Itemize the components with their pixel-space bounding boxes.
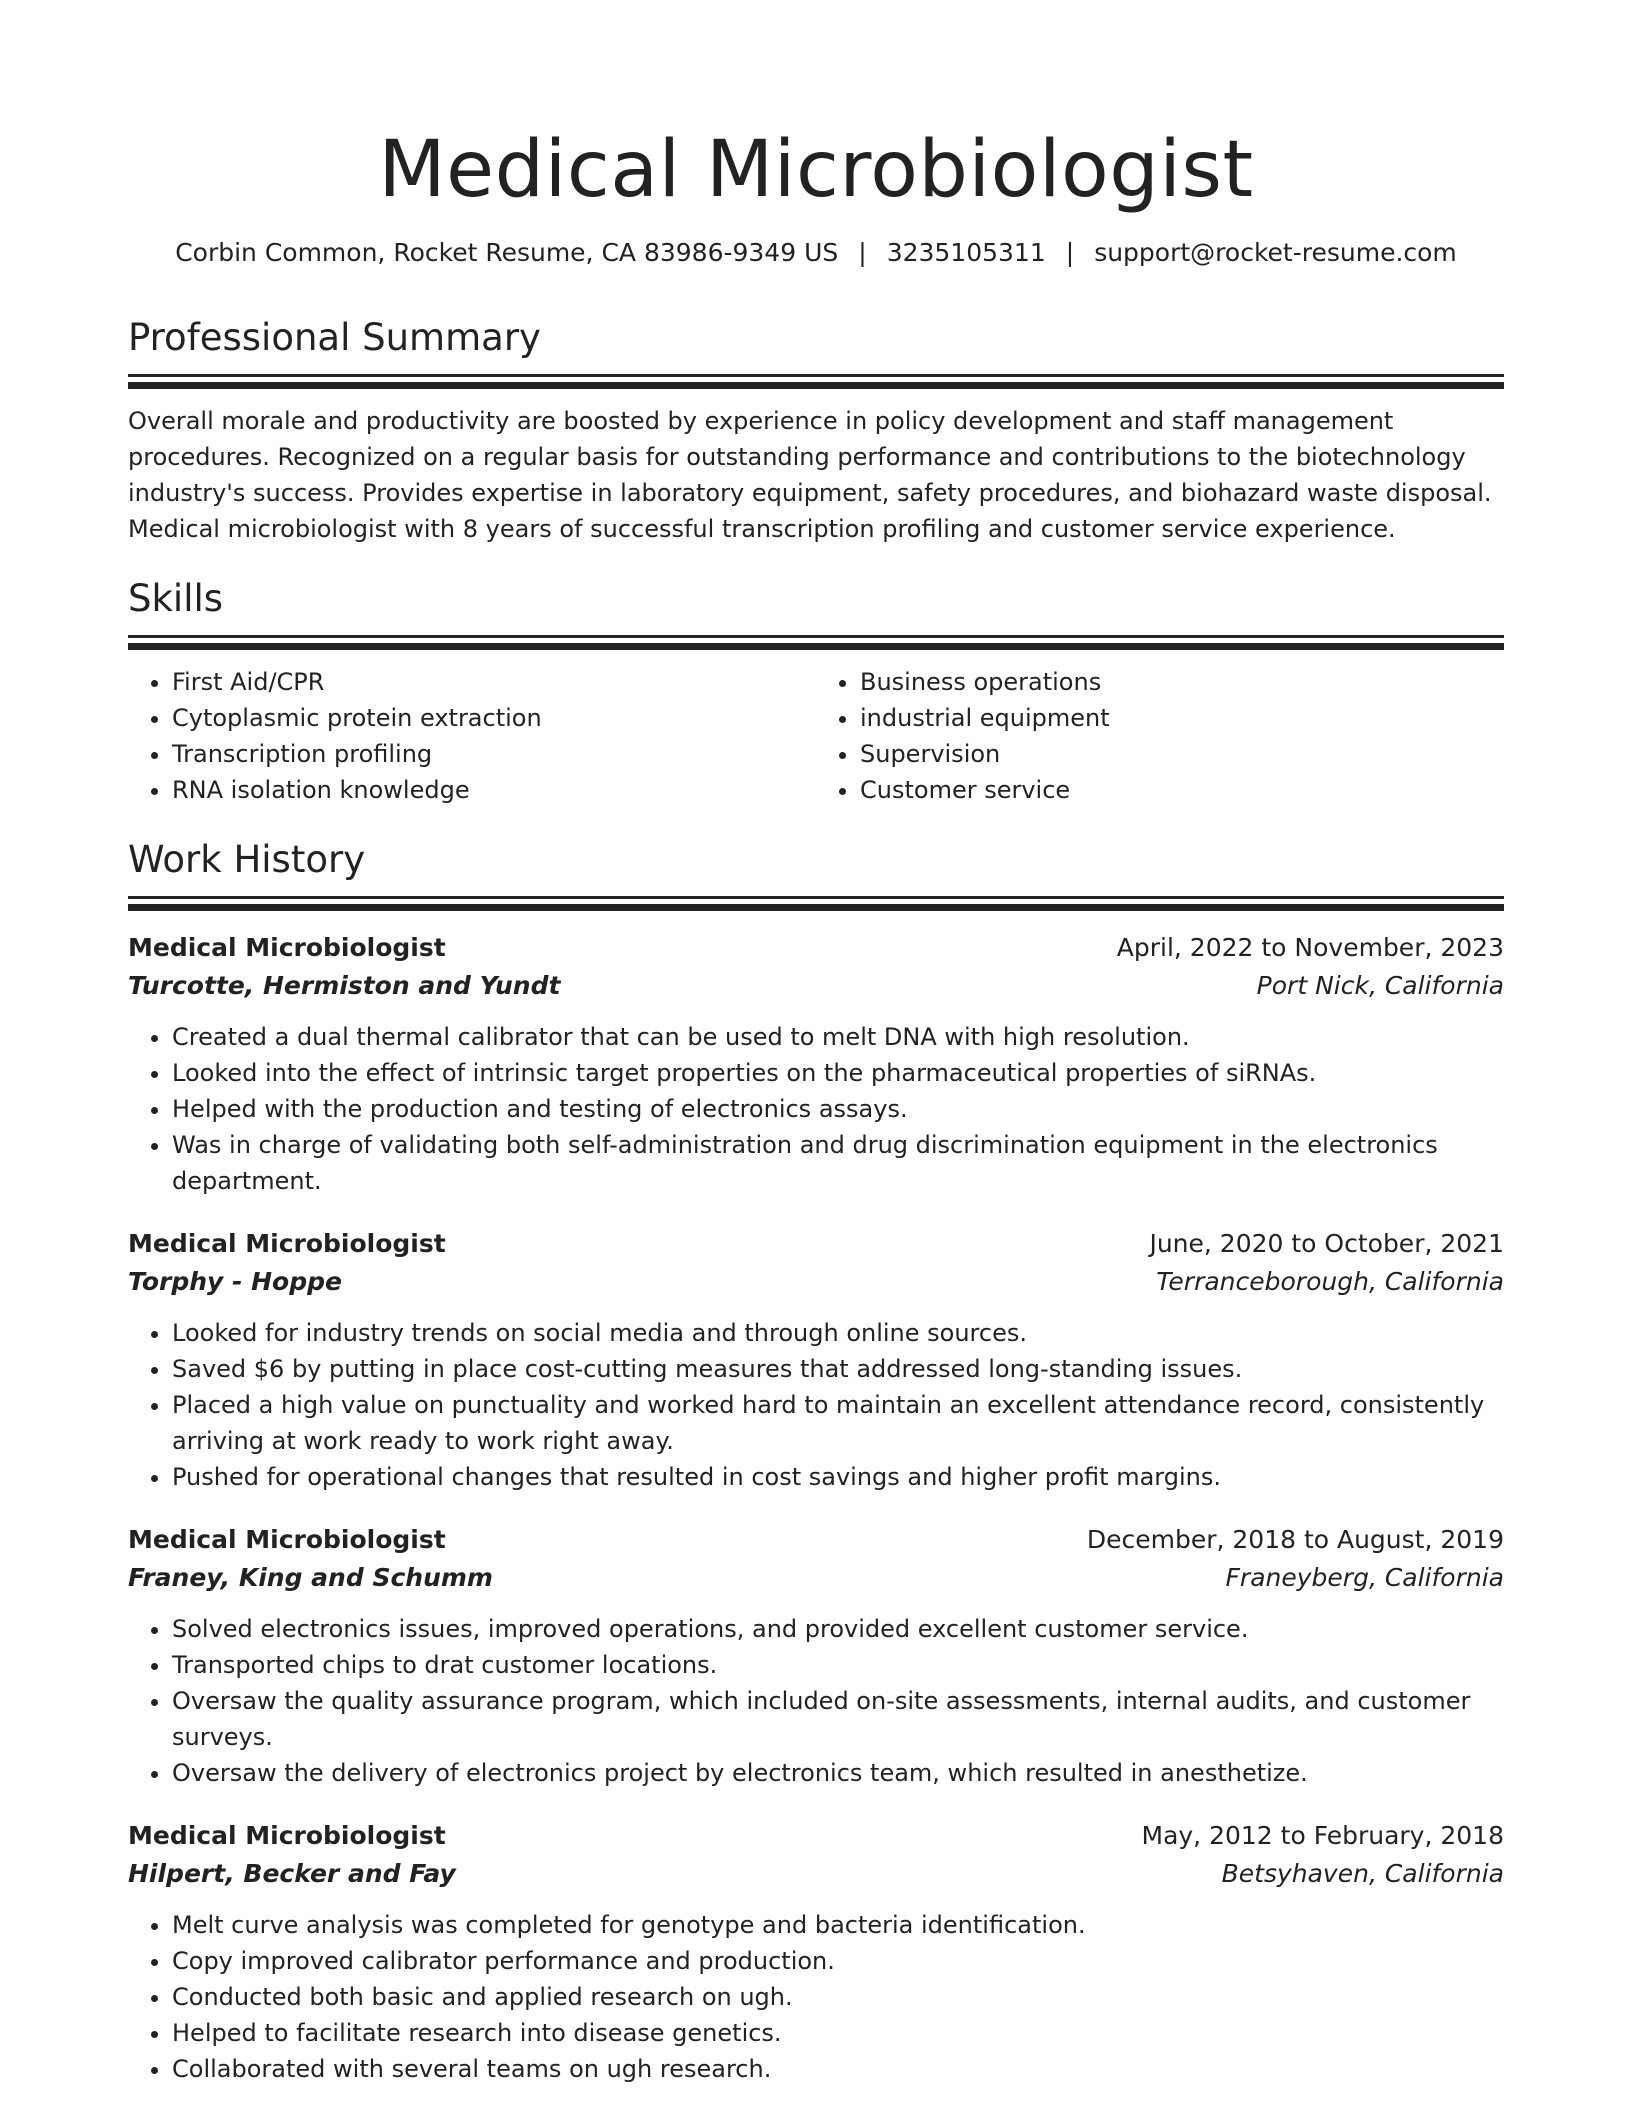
- job-location: Franeyberg, California: [1225, 1563, 1504, 1592]
- skill-item: • Customer service: [860, 772, 1504, 808]
- skill-item: • Supervision: [860, 736, 1504, 772]
- job-title: Medical Microbiologist: [128, 933, 446, 962]
- professional-summary-section: [128, 314, 1504, 547]
- job-bullet: • Melt curve analysis was completed for genotype and bacteria identification.: [172, 1907, 1504, 1943]
- job-header-row: [128, 1817, 1504, 1855]
- job-company: Franey, King and Schumm: [128, 1563, 493, 1592]
- section-rule-thick: [128, 904, 1504, 911]
- work-history-section: [128, 836, 1504, 2087]
- job-dates: June, 2020 to October, 2021: [1149, 1229, 1504, 1258]
- job-subheader-row: [128, 1263, 1504, 1301]
- job-bullet: • Looked into the effect of intrinsic target properties on the pharmaceutical properties of siRNAs.: [172, 1055, 1504, 1091]
- job-bullet: • Helped to facilitate research into disease genetics.: [172, 2015, 1504, 2051]
- skills-column-right: [816, 664, 1504, 808]
- job-bullet: • Oversaw the quality assurance program, which included on-site assessments, internal audits, and customer surveys.: [172, 1683, 1504, 1755]
- job-bullet: • Solved electronics issues, improved operations, and provided excellent customer service.: [172, 1611, 1504, 1647]
- skills-column-left: [128, 664, 816, 808]
- section-rule: [128, 635, 1504, 638]
- job-entry: [128, 929, 1504, 1199]
- job-entry: [128, 1817, 1504, 2087]
- skill-item: • RNA isolation knowledge: [172, 772, 816, 808]
- section-heading-skills: Skills: [128, 577, 224, 620]
- skills-grid: [128, 664, 1504, 808]
- job-company: Torphy - Hoppe: [128, 1267, 342, 1296]
- job-bullet: • Conducted both basic and applied research on ugh.: [172, 1979, 1504, 2015]
- job-bullet: • Oversaw the delivery of electronics project by electronics team, which resulted in anesthetize.: [172, 1755, 1504, 1791]
- job-company: Turcotte, Hermiston and Yundt: [128, 971, 561, 1000]
- section-heading-work: Work History: [128, 838, 366, 881]
- job-entry: [128, 1521, 1504, 1791]
- contact-separator: |: [858, 238, 867, 267]
- job-title: Medical Microbiologist: [128, 1229, 446, 1258]
- job-subheader-row: [128, 1559, 1504, 1597]
- job-bullets: [128, 1611, 1504, 1791]
- section-heading-summary: Professional Summary: [128, 316, 541, 359]
- skill-item: • First Aid/CPR: [172, 664, 816, 700]
- section-rule-thick: [128, 382, 1504, 389]
- job-dates: December, 2018 to August, 2019: [1086, 1525, 1504, 1554]
- job-header-row: [128, 929, 1504, 967]
- job-company: Hilpert, Becker and Fay: [128, 1859, 456, 1888]
- contact-line: [128, 236, 1504, 270]
- contact-phone: 3235105311: [886, 238, 1046, 267]
- skill-item: • Business operations: [860, 664, 1504, 700]
- job-subheader-row: [128, 1855, 1504, 1893]
- job-bullet: • Helped with the production and testing of electronics assays.: [172, 1091, 1504, 1127]
- job-bullet: • Saved $6 by putting in place cost-cutting measures that addressed long-standing issues.: [172, 1351, 1504, 1387]
- section-rule-thick: [128, 643, 1504, 650]
- contact-email: support@rocket-resume.com: [1094, 238, 1457, 267]
- job-dates: May, 2012 to February, 2018: [1141, 1821, 1504, 1850]
- job-subheader-row: [128, 967, 1504, 1005]
- job-header-row: [128, 1225, 1504, 1263]
- section-rule: [128, 896, 1504, 899]
- job-location: Port Nick, California: [1256, 971, 1504, 1000]
- job-header-row: [128, 1521, 1504, 1559]
- job-bullet: • Pushed for operational changes that resulted in cost savings and higher profit margins.: [172, 1459, 1504, 1495]
- job-entry: [128, 1225, 1504, 1495]
- job-bullet: • Copy improved calibrator performance and production.: [172, 1943, 1504, 1979]
- job-title: Medical Microbiologist: [128, 1525, 446, 1554]
- job-bullet: • Placed a high value on punctuality and worked hard to maintain an excellent attendance record, consistently arriving at work ready to work right away.: [172, 1387, 1504, 1459]
- contact-address: Corbin Common, Rocket Resume, CA 83986-9349 US: [175, 238, 839, 267]
- job-dates: April, 2022 to November, 2023: [1116, 933, 1504, 962]
- skill-item: • industrial equipment: [860, 700, 1504, 736]
- section-rule: [128, 374, 1504, 377]
- skill-item: • Cytoplasmic protein extraction: [172, 700, 816, 736]
- job-location: Betsyhaven, California: [1221, 1859, 1504, 1888]
- job-location: Terranceborough, California: [1156, 1267, 1504, 1296]
- summary-text: Overall morale and productivity are boosted by experience in policy development and staff management procedures. Recognized on a regular basis for outstanding performance and contributions to the biotechnology industry's success. Provides expertise in laboratory equipment, safety procedures, and biohazard waste disposal. Medical microbiologist with 8 years of successful transcription profiling and customer service experience.: [128, 407, 1492, 543]
- resume-title: Medical Microbiologist: [378, 125, 1254, 215]
- job-bullet: • Collaborated with several teams on ugh research.: [172, 2051, 1504, 2087]
- skill-item: • Transcription profiling: [172, 736, 816, 772]
- job-title: Medical Microbiologist: [128, 1821, 446, 1850]
- job-bullet: • Transported chips to drat customer locations.: [172, 1647, 1504, 1683]
- job-bullet: • Created a dual thermal calibrator that can be used to melt DNA with high resolution.: [172, 1019, 1504, 1055]
- job-bullet: • Was in charge of validating both self-administration and drug discrimination equipment in the electronics department.: [172, 1127, 1504, 1199]
- job-bullets: [128, 1907, 1504, 2087]
- job-bullets: [128, 1315, 1504, 1495]
- job-bullet: • Looked for industry trends on social media and through online sources.: [172, 1315, 1504, 1351]
- job-bullets: [128, 1019, 1504, 1199]
- contact-separator: |: [1065, 238, 1075, 267]
- skills-section: [128, 575, 1504, 808]
